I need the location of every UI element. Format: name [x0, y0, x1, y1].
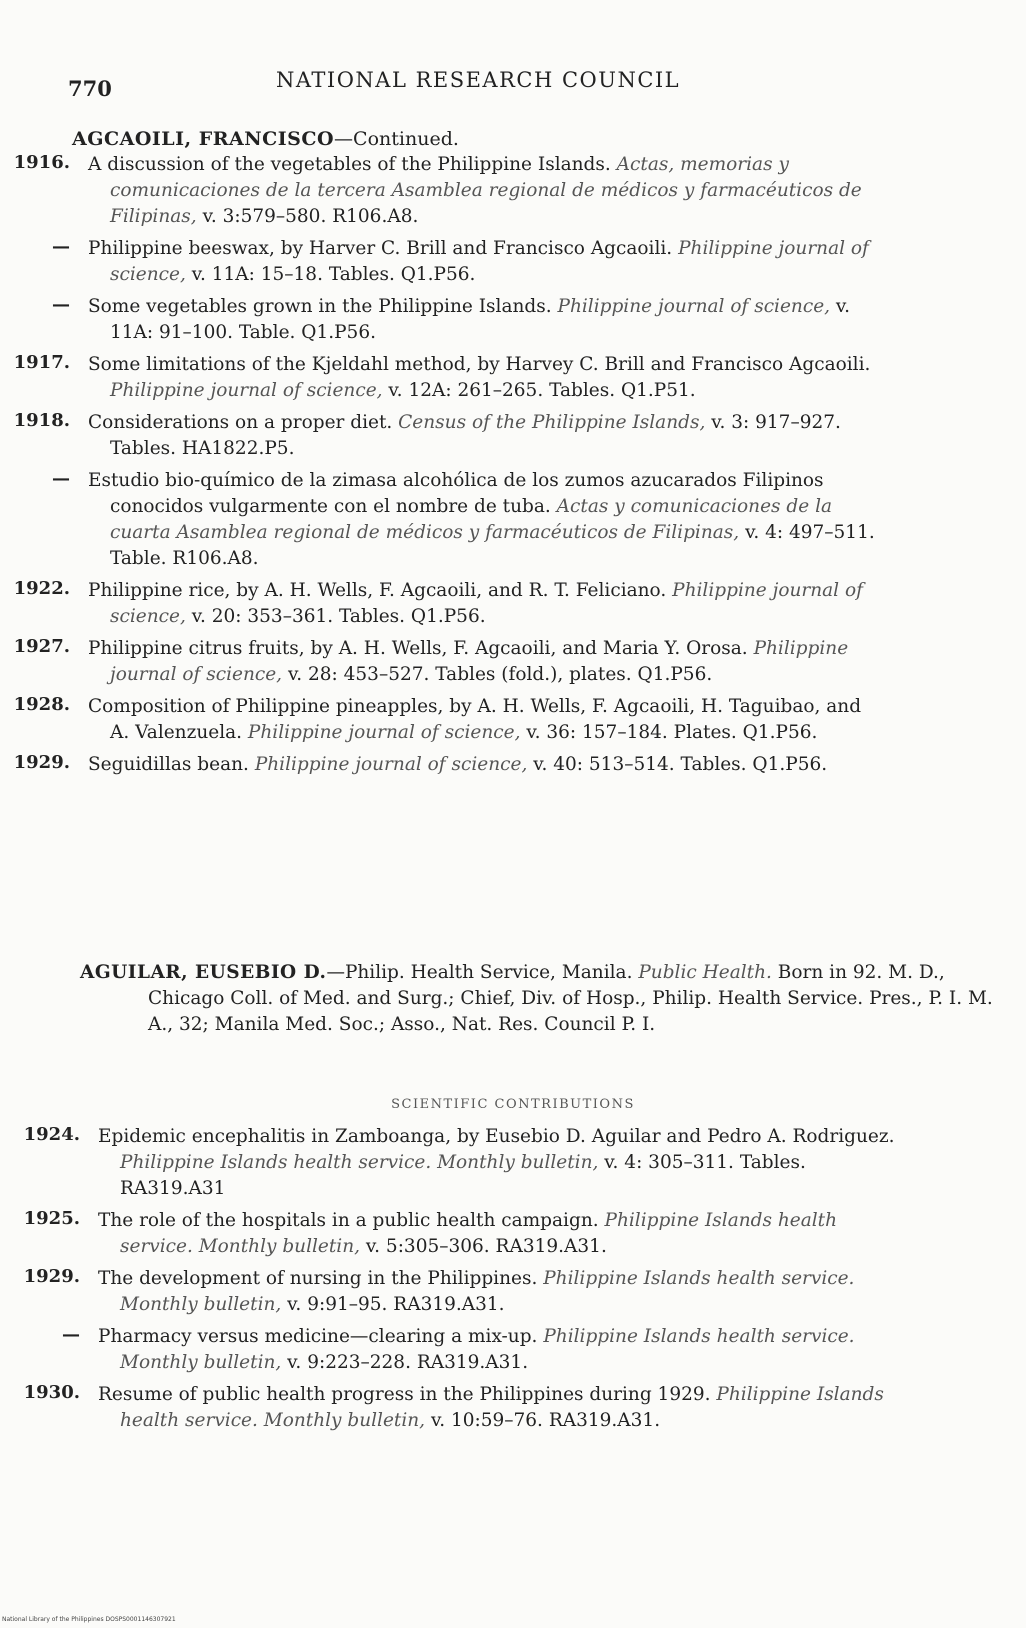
entry-title: Seguidillas bean.	[88, 754, 249, 775]
entry-journal: Philippine journal of science,	[557, 296, 831, 317]
section-heading: SCIENTIFIC CONTRIBUTIONS	[391, 1097, 635, 1112]
author-name: AGCAOILI, FRANCISCO	[72, 128, 335, 150]
entry-journal: Philippine Islands health service. Monthly bulletin,	[120, 1152, 599, 1173]
bibliography-entry	[0, 578, 1026, 630]
entry-details: v. 28: 453–527. Tables (fold.), plates. Q1.P56.	[287, 664, 713, 685]
bibliography-entry	[0, 752, 1026, 778]
entry-year: 1924.	[23, 1124, 80, 1145]
entry-journal: Philippine Islands health service. Monthly bulletin,	[120, 1210, 838, 1257]
bibliography-entry	[0, 236, 1026, 288]
entry-year: 1922.	[13, 578, 70, 599]
entry-journal: Philippine journal of science,	[110, 580, 863, 627]
entry-title: A discussion of the vegetables of the Philippine Islands.	[88, 154, 611, 175]
entry-year: 1928.	[13, 694, 70, 715]
bibliography-entry	[0, 1324, 1026, 1376]
entry-details: v. 10:59–76. RA319.A31.	[430, 1410, 661, 1431]
scan-footer: National Library of the Philippines DOSPS0001146307921	[2, 1616, 176, 1623]
bibliography-entry	[0, 352, 1026, 404]
entry-year: —	[52, 294, 70, 315]
bibliography-entry	[0, 1208, 1026, 1260]
entry-details: v. 4: 497–511. Table. R106.A8.	[110, 522, 875, 569]
entry-journal: Actas, memorias y comunicaciones de la tercera Asamblea regional de médicos y farmacéuticos de Filipinas,	[110, 154, 862, 227]
entry-year: 1929.	[23, 1266, 80, 1287]
aguilar-bibliography	[0, 1124, 1026, 1440]
continued-label: —Continued.	[334, 128, 459, 150]
bibliography-entry	[0, 468, 1026, 572]
bibliography-entry	[0, 1124, 1026, 1202]
entry-year: 1918.	[13, 410, 70, 431]
entry-details: v. 3: 917–927. Tables. HA1822.P5.	[110, 412, 841, 459]
entry-title: Philippine beeswax, by Harver C. Brill and Francisco Agcaoili.	[88, 238, 673, 259]
author-bio-aguilar	[80, 960, 1016, 1038]
entry-details: v. 40: 513–514. Tables. Q1.P56.	[533, 754, 828, 775]
entry-title: Some limitations of the Kjeldahl method, by Harvey C. Brill and Francisco Agcaoili.	[88, 354, 871, 375]
entry-journal: Philippine journal of science,	[110, 638, 849, 685]
entry-year: 1930.	[23, 1382, 80, 1403]
entry-title: Considerations on a proper diet.	[88, 412, 393, 433]
running-title: NATIONAL RESEARCH COUNCIL	[276, 68, 681, 92]
entry-journal: Philippine Islands health service. Monthly bulletin,	[120, 1384, 884, 1431]
bibliography-entry	[0, 294, 1026, 346]
entry-title: The development of nursing in the Philippines.	[98, 1268, 538, 1289]
entry-title: Resume of public health progress in the Philippines during 1929.	[98, 1384, 711, 1405]
author-affiliation: —Philip. Health Service, Manila.	[326, 962, 633, 983]
entry-year: 1916.	[13, 152, 70, 173]
entry-title: Pharmacy versus medicine—clearing a mix-up.	[98, 1326, 538, 1347]
author-biography: Born in 92. M. D., Chicago Coll. of Med. and Surg.; Chief, Div. of Hosp., Philip. Health Service. Pres., P. I. M. A., 32; Manila Med. Soc.; Asso., Nat. Res. Council P. I.	[148, 962, 993, 1035]
entry-journal: Philippine Islands health service. Monthly bulletin,	[120, 1268, 855, 1315]
entry-details: v. 9:223–228. RA319.A31.	[287, 1352, 529, 1373]
entry-title: Some vegetables grown in the Philippine Islands.	[88, 296, 552, 317]
entry-year: —	[52, 468, 70, 489]
page-number: 770	[68, 76, 112, 101]
entry-details: v. 20: 353–361. Tables. Q1.P56.	[191, 606, 486, 627]
entry-journal: Actas y comunicaciones de la cuarta Asamblea regional de médicos y farmacéuticos de Filipinas,	[110, 496, 833, 543]
entry-journal: Philippine journal of science,	[254, 754, 528, 775]
bibliography-entry	[0, 410, 1026, 462]
entry-title: The role of the hospitals in a public health campaign.	[98, 1210, 599, 1231]
bibliography-entry	[0, 1382, 1026, 1434]
entry-title: Estudio bio-químico de la zimasa alcohólica de los zumos azucarados Filipinos conocidos vulgarmente con el nombre de tuba.	[88, 470, 824, 517]
agcaoili-bibliography	[0, 152, 1026, 784]
author-name: AGUILAR, EUSEBIO D.	[80, 962, 327, 983]
entry-details: v. 5:305–306. RA319.A31.	[365, 1236, 607, 1257]
bibliography-entry	[0, 1266, 1026, 1318]
entry-title: Epidemic encephalitis in Zamboanga, by Eusebio D. Aguilar and Pedro A. Rodriguez.	[98, 1126, 895, 1147]
entry-year: 1925.	[23, 1208, 80, 1229]
entry-journal: Census of the Philippine Islands,	[398, 412, 706, 433]
author-field: Public Health.	[638, 962, 772, 983]
bibliography-entry	[0, 694, 1026, 746]
entry-journal: Philippine journal of science,	[110, 238, 869, 285]
entry-title: Composition of Philippine pineapples, by A. H. Wells, F. Agcaoili, H. Taguibao, and A. Valenzuela.	[88, 696, 862, 743]
entry-details: v. 11A: 91–100. Table. Q1.P56.	[110, 296, 851, 343]
author-heading-agcaoili	[72, 128, 459, 150]
bibliography-entry	[0, 636, 1026, 688]
entry-year: —	[52, 236, 70, 257]
entry-title: Philippine rice, by A. H. Wells, F. Agcaoili, and R. T. Feliciano.	[88, 580, 667, 601]
entry-year: 1929.	[13, 752, 70, 773]
entry-journal: Philippine Islands health service. Monthly bulletin,	[120, 1326, 855, 1373]
entry-details: v. 11A: 15–18. Tables. Q1.P56.	[191, 264, 476, 285]
entry-details: v. 4: 305–311. Tables. RA319.A31	[120, 1152, 806, 1199]
bibliography-entry	[0, 152, 1026, 230]
entry-journal: Philippine journal of science,	[110, 380, 383, 401]
entry-title: Philippine citrus fruits, by A. H. Wells, F. Agcaoili, and Maria Y. Orosa.	[88, 638, 748, 659]
entry-year: 1927.	[13, 636, 70, 657]
entry-year: 1917.	[13, 352, 70, 373]
entry-details: v. 3:579–580. R106.A8.	[202, 206, 419, 227]
entry-year: —	[62, 1324, 80, 1345]
entry-details: v. 12A: 261–265. Tables. Q1.P51.	[388, 380, 696, 401]
entry-details: v. 36: 157–184. Plates. Q1.P56.	[526, 722, 818, 743]
entry-details: v. 9:91–95. RA319.A31.	[287, 1294, 505, 1315]
entry-journal: Philippine journal of science,	[247, 722, 521, 743]
